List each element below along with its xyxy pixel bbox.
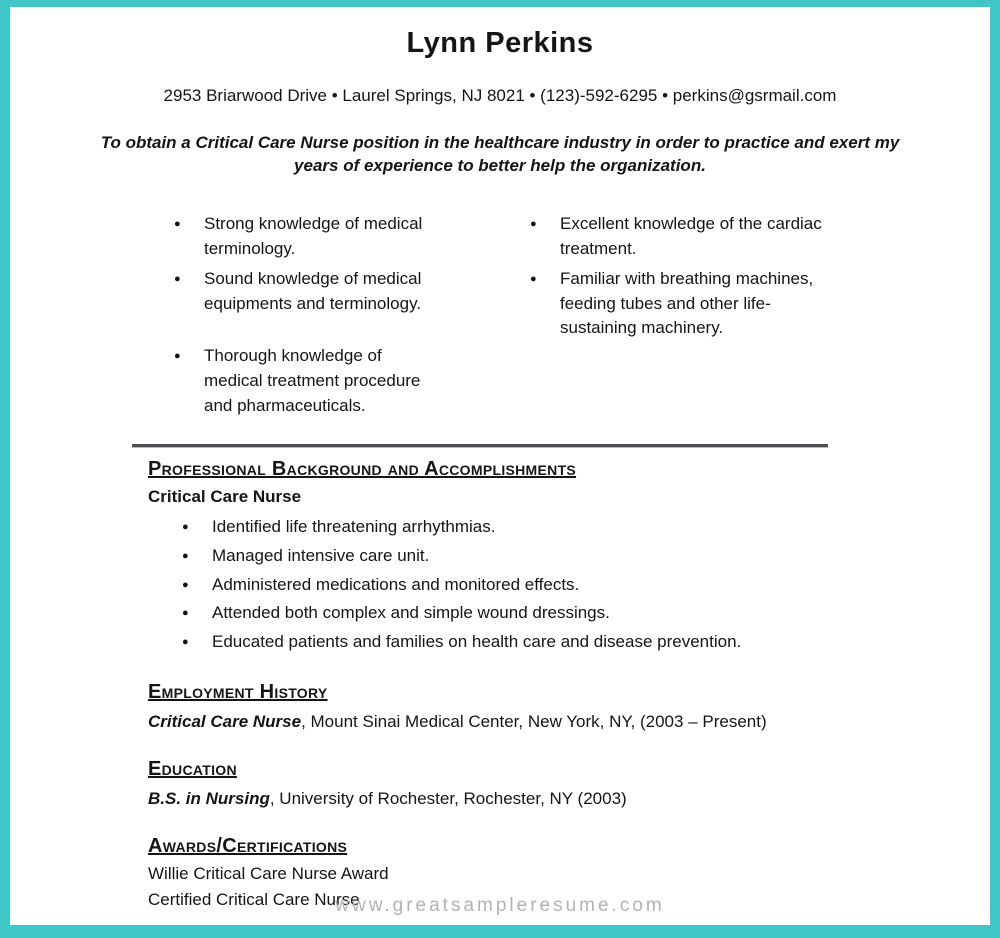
skill-item: ● Excellent knowledge of the cardiac treatment. (528, 212, 828, 261)
section-divider (132, 444, 828, 448)
accomplishment-item: ● Administered medications and monitored effects. (180, 573, 940, 598)
skill-item: ● Thorough knowledge of medical treatment procedure and pharmaceuticals. (172, 344, 434, 418)
education-details: , University of Rochester, Rochester, NY (2003) (269, 788, 627, 808)
objective-text: To obtain a Critical Care Nurse position in the healthcare industry in order to practice and exert my years of experience to better help the organization. (100, 133, 900, 175)
employment-heading: Employment History (148, 680, 328, 703)
resume-sections (148, 458, 940, 909)
person-name: Lynn Perkins (406, 27, 594, 59)
job-title-subheading: Critical Care Nurse (148, 487, 302, 507)
accomplishment-item: ● Managed intensive care unit. (180, 544, 940, 569)
award-item: Certified Critical Care Nurse (148, 889, 360, 909)
accomplishments-list (180, 515, 940, 654)
accomplishment-item: ● Identified life threatening arrhythmias. (180, 515, 940, 540)
job-title-emphasis: Critical Care Nurse (148, 711, 302, 731)
accomplishment-item: ● Attended both complex and simple wound dressings. (180, 601, 940, 626)
degree-emphasis: B.S. in Nursing (148, 788, 270, 808)
awards-heading: Awards/Certifications (148, 834, 348, 857)
skills-right-list (528, 212, 828, 424)
skill-item: ● Strong knowledge of medical terminology. (172, 212, 434, 261)
skills-columns (60, 212, 940, 424)
award-item: Willie Critical Care Nurse Award (148, 863, 389, 883)
accomplishment-item: ● Educated patients and families on health care and disease prevention. (180, 630, 940, 655)
skills-left-list (172, 212, 434, 424)
skill-item: ● Familiar with breathing machines, feeding tubes and other life-sustaining machinery. (528, 267, 828, 341)
professional-heading: Professional Background and Accomplishments (148, 458, 577, 481)
skill-item: ● Sound knowledge of medical equipments and terminology. (172, 267, 434, 316)
watermark-text: www.greatsampleresume.com (335, 895, 665, 916)
contact-line: 2953 Briarwood Drive • Laurel Springs, NJ 8021 • (123)-592-6295 • perkins@gsrmail.com (163, 86, 837, 105)
education-heading: Education (148, 757, 237, 780)
resume-document (10, 7, 990, 910)
education-line (148, 789, 940, 809)
employment-line (148, 712, 940, 732)
employment-details: , Mount Sinai Medical Center, New York, NY, (2003 – Present) (301, 711, 767, 731)
